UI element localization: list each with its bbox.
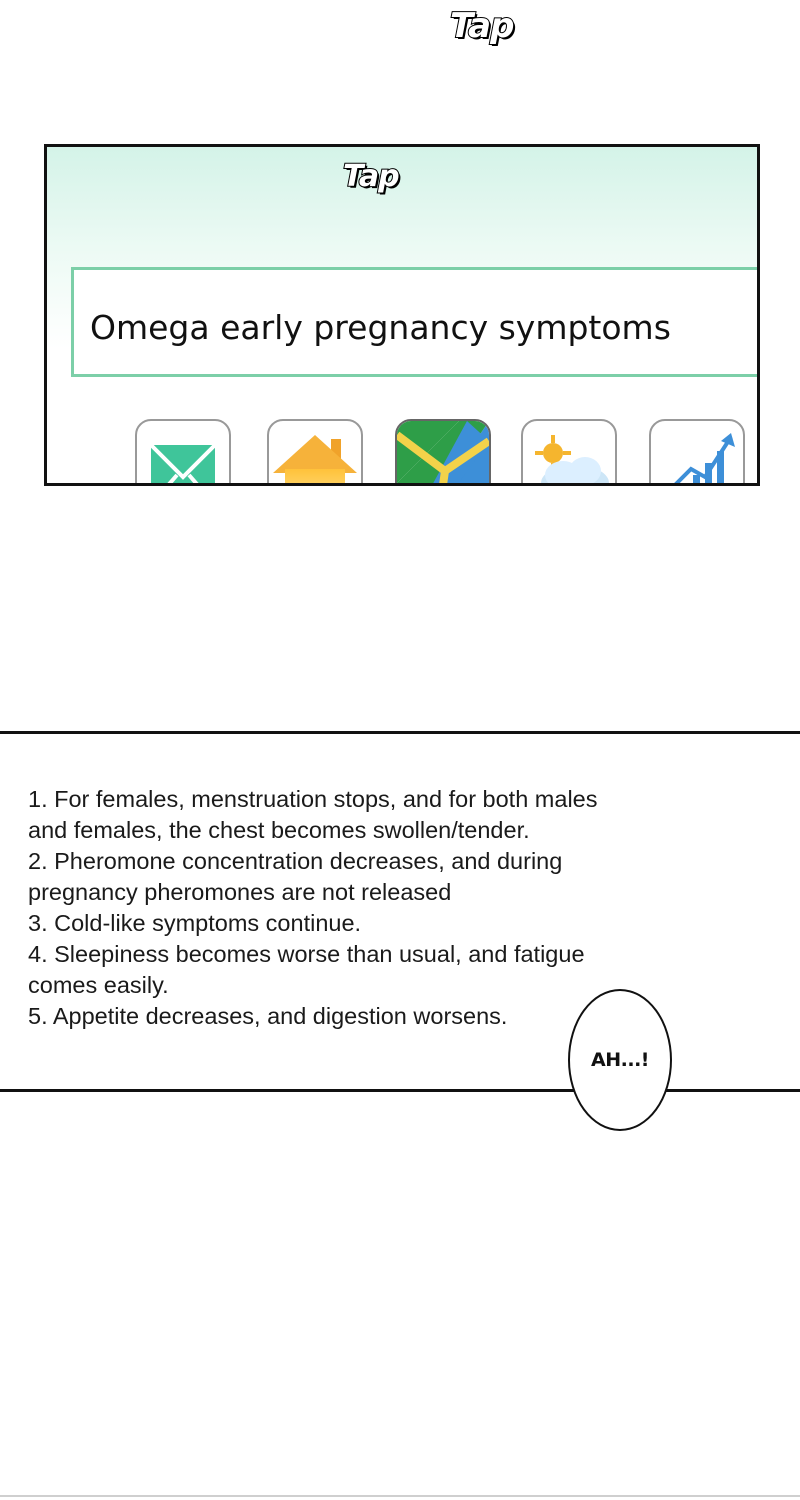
search-input[interactable] bbox=[71, 267, 760, 377]
symptom-list bbox=[28, 784, 628, 1032]
weather-icon bbox=[523, 421, 615, 486]
map-icon bbox=[397, 421, 489, 486]
symptom-item: 3. Cold-like symptoms continue. bbox=[28, 910, 362, 936]
stats-app-button[interactable] bbox=[649, 419, 745, 486]
panel-divider-top bbox=[0, 731, 800, 734]
tap-sound-effect: Tap bbox=[450, 6, 514, 46]
symptom-item: 4. Sleepiness becomes worse than usual, and fatigue comes easily. bbox=[28, 941, 585, 998]
weather-app-button[interactable] bbox=[521, 419, 617, 486]
symptom-item: 5. Appetite decreases, and digestion worsens. bbox=[28, 1003, 508, 1029]
speech-bubble bbox=[568, 989, 672, 1131]
mail-icon bbox=[137, 421, 229, 486]
symptom-item: 2. Pheromone concentration decreases, and during pregnancy pheromones are not released bbox=[28, 848, 563, 905]
page-bottom-edge bbox=[0, 1495, 800, 1497]
tap-sound-effect-inner: Tap bbox=[343, 159, 399, 194]
stats-icon bbox=[651, 421, 743, 486]
mail-app-button[interactable] bbox=[135, 419, 231, 486]
search-query-text: Omega early pregnancy symptoms bbox=[90, 308, 671, 347]
map-app-button[interactable] bbox=[395, 419, 491, 486]
home-app-button[interactable] bbox=[267, 419, 363, 486]
speech-bubble-text: AH...! bbox=[591, 1049, 649, 1071]
home-icon bbox=[269, 421, 361, 486]
symptom-item: 1. For females, menstruation stops, and for both males and females, the chest becomes swollen/tender. bbox=[28, 786, 598, 843]
panel-divider-bottom bbox=[0, 1089, 800, 1092]
phone-screen-panel bbox=[44, 144, 760, 486]
